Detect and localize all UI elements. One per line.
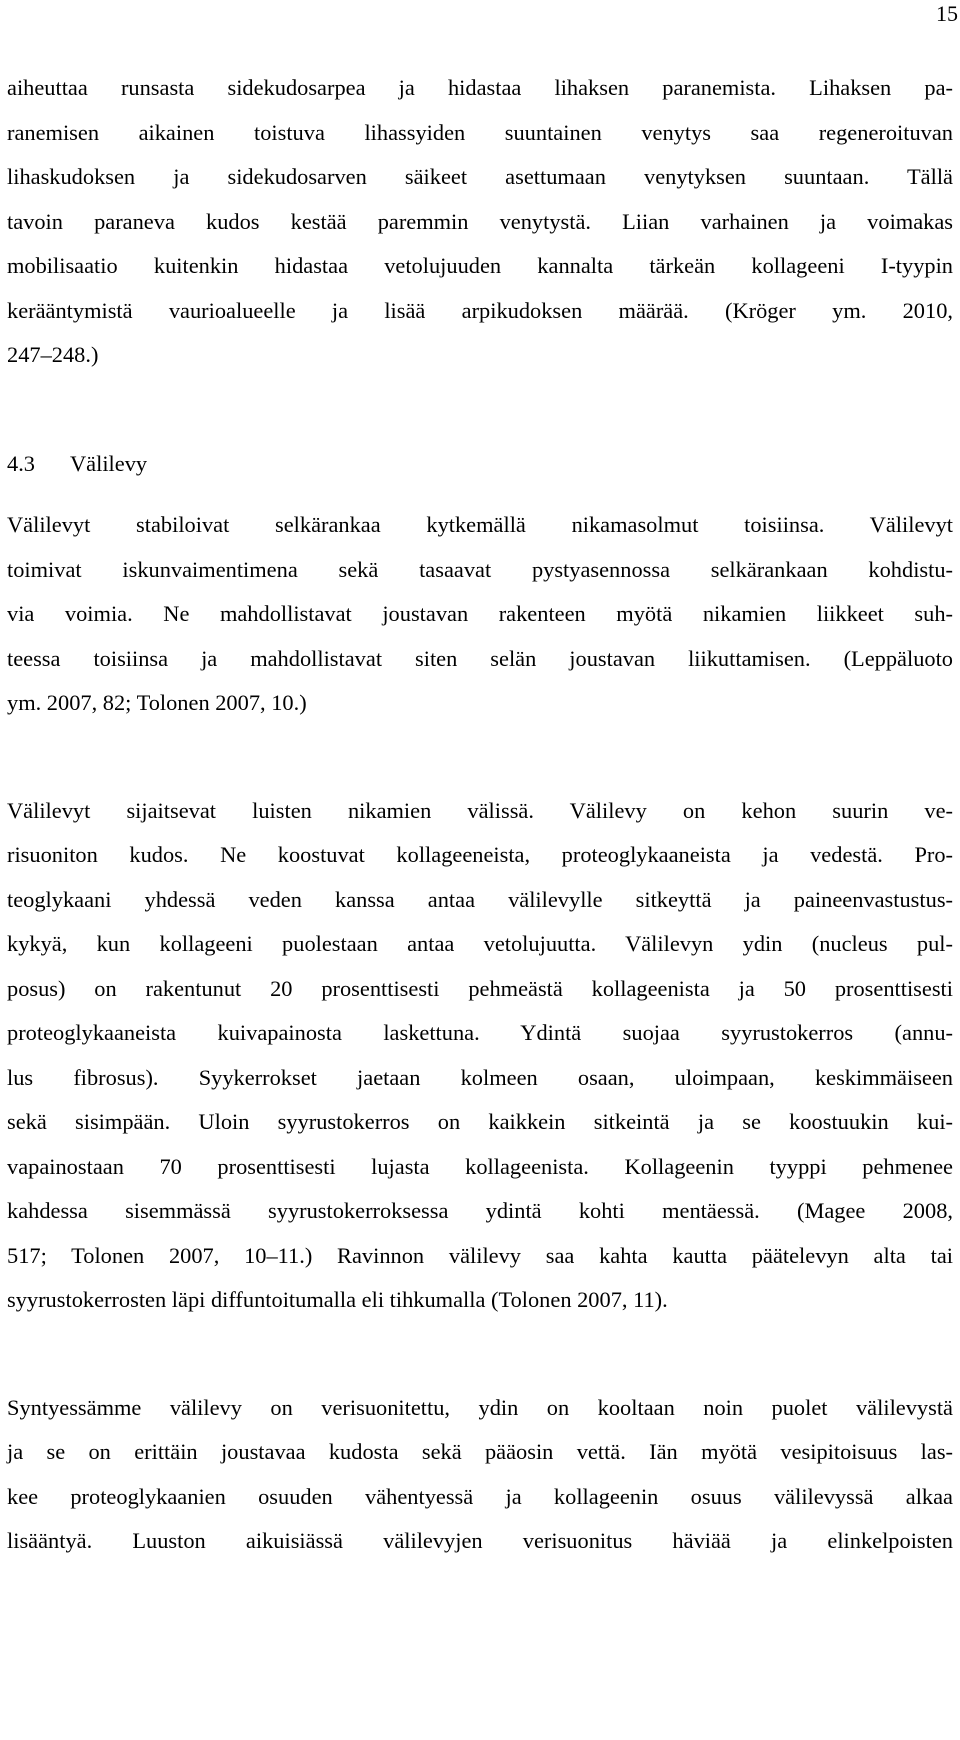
text-line: ja se on erittäin joustavaa kudosta sekä pääosin vettä. Iän myötä vesipitoisuus las- <box>7 1439 953 1464</box>
text-line: toimivat iskunvaimentimena sekä tasaavat pystyasennossa selkärankaan kohdistu- <box>7 556 953 582</box>
text-line: via voimia. Ne mahdollistavat joustavan rakenteen myötä nikamien liikkeet suh- <box>7 601 953 626</box>
document-body <box>7 66 953 1564</box>
paragraph-composition <box>7 789 953 1323</box>
text-line: vapainostaan 70 prosenttisesti lujasta kollageenista. Kollageenin tyyppi pehmenee <box>7 1153 953 1179</box>
text-line: lihaskudoksen ja sidekudosarven säikeet asettumaan venytyksen suuntaan. Tällä <box>7 164 953 189</box>
text-line: risuoniton kudos. Ne koostuvat kollageeneista, proteoglykaaneista ja vedestä. Pro- <box>7 842 953 867</box>
text-line: Syntyessämme välilevy on verisuonitettu, ydin on kooltaan noin puolet välilevystä <box>7 1394 953 1420</box>
text-line: sekä sisimpään. Uloin syyrustokerros on kaikkein sitkeintä ja se koostuukin kui- <box>7 1109 953 1134</box>
text-line: lisääntyä. Luuston aikuisiässä välilevyjen verisuonitus häviää ja elinkelpoisten <box>7 1528 953 1553</box>
section-number: 4.3 <box>7 450 35 476</box>
text-line: 247–248.) <box>7 342 99 367</box>
text-line: teessa toisiinsa ja mahdollistavat siten selän joustavan liikuttamisen. (Leppäluoto <box>7 645 953 671</box>
text-line: 517; Tolonen 2007, 10–11.) Ravinnon välilevy saa kahta kautta päätelevyn alta tai <box>7 1242 953 1268</box>
text-line: kykyä, kun kollageeni puolestaan antaa vetolujuutta. Välilevyn ydin (nucleus pul- <box>7 931 953 956</box>
section-title: Välilevy <box>70 450 148 476</box>
paragraph-intro <box>7 66 953 378</box>
paragraph-structure <box>7 503 953 726</box>
section-heading <box>7 442 953 487</box>
text-line: tavoin paraneva kudos kestää paremmin venytystä. Liian varhainen ja voimakas <box>7 208 953 234</box>
text-line: posus) on rakentunut 20 prosenttisesti pehmeästä kollageenista ja 50 prosenttisesti <box>7 975 953 1001</box>
text-line: Välilevyt sijaitsevat luisten nikamien välissä. Välilevy on kehon suurin ve- <box>7 797 953 823</box>
paragraph-development <box>7 1386 953 1564</box>
text-line: kee proteoglykaanien osuuden vähentyessä ja kollageenin osuus välilevyssä alkaa <box>7 1483 953 1509</box>
text-line: kahdessa sisemmässä syyrustokerroksessa ydintä kohti mentäessä. (Magee 2008, <box>7 1198 953 1223</box>
text-line: kerääntymistä vaurioalueelle ja lisää arpikudoksen määrää. (Kröger ym. 2010, <box>7 297 953 323</box>
text-line: proteoglykaaneista kuivapainosta laskettuna. Ydintä suojaa syyrustokerros (annu- <box>7 1020 953 1045</box>
text-line: teoglykaani yhdessä veden kanssa antaa välilevylle sitkeyttä ja paineenvastustus- <box>7 886 953 912</box>
text-line: aiheuttaa runsasta sidekudosarpea ja hidastaa lihaksen paranemista. Lihaksen pa- <box>7 75 953 100</box>
text-line: mobilisaatio kuitenkin hidastaa vetolujuuden kannalta tärkeän kollageeni I-tyypin <box>7 253 953 278</box>
text-line: lus fibrosus). Syykerrokset jaetaan kolmeen osaan, uloimpaan, keskimmäiseen <box>7 1064 953 1090</box>
page-number: 15 <box>936 1 958 26</box>
text-line: syyrustokerrosten läpi diffuntoitumalla eli tihkumalla (Tolonen 2007, 11). <box>7 1287 668 1312</box>
text-line: ranemisen aikainen toistuva lihassyiden suuntainen venytys saa regeneroituvan <box>7 119 953 145</box>
text-line: ym. 2007, 82; Tolonen 2007, 10.) <box>7 690 307 715</box>
text-line: Välilevyt stabiloivat selkärankaa kytkemällä nikamasolmut toisiinsa. Välilevyt <box>7 512 953 537</box>
